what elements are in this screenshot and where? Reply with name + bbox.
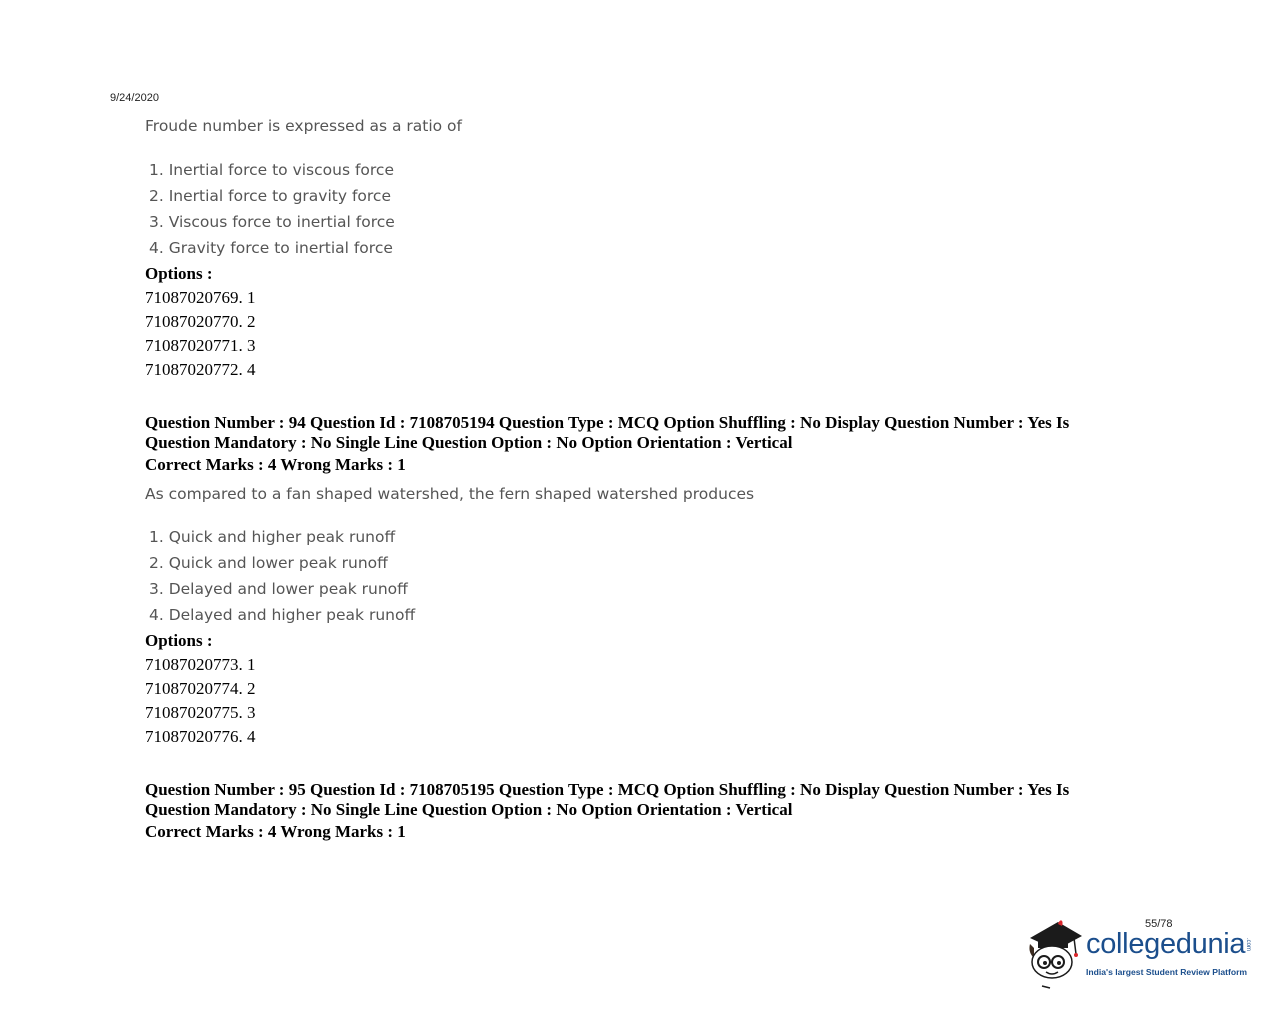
question-95 <box>145 780 1105 844</box>
question-marks: Correct Marks : 4 Wrong Marks : 1 <box>145 822 406 841</box>
choice-item: 4. Gravity force to inertial force <box>149 239 393 257</box>
choice-item: 1. Quick and higher peak runoff <box>149 528 396 546</box>
question-text: Froude number is expressed as a ratio of <box>145 117 462 135</box>
question-94-options <box>145 629 256 749</box>
option-id: 71087020772. 4 <box>145 360 256 379</box>
question-93-options <box>145 262 256 382</box>
collegedunia-logo <box>1024 918 1254 990</box>
option-id: 71087020771. 3 <box>145 336 256 355</box>
option-id: 71087020769. 1 <box>145 288 256 307</box>
question-94-text <box>145 484 754 504</box>
logo-suffix: .com <box>1245 938 1251 952</box>
option-id: 71087020770. 2 <box>145 312 256 331</box>
options-label: Options : <box>145 631 213 650</box>
question-meta: Question Number : 94 Question Id : 7108705194 Question Type : MCQ Option Shuffling : No Display Question Number : Yes Is Question Mandatory : No Single Line Question Option : No Option Orientation : Vertical <box>145 413 1070 452</box>
mascot-icon <box>1024 918 1086 990</box>
choice-item: 3. Delayed and lower peak runoff <box>149 580 408 598</box>
logo-tagline: India's largest Student Review Platform <box>1086 967 1248 977</box>
choice-item: 3. Viscous force to inertial force <box>149 213 395 231</box>
option-id: 71087020776. 4 <box>145 727 256 746</box>
logo-wordmark: collegedunia <box>1086 928 1246 960</box>
choice-item: 2. Inertial force to gravity force <box>149 187 391 205</box>
choice-item: 4. Delayed and higher peak runoff <box>149 606 416 624</box>
question-text: As compared to a fan shaped watershed, the fern shaped watershed produces <box>145 485 755 503</box>
option-id: 71087020773. 1 <box>145 655 256 674</box>
question-94-choices <box>145 524 415 628</box>
option-id: 71087020775. 3 <box>145 703 256 722</box>
page-number: 55/78 <box>1145 918 1173 930</box>
options-label: Options : <box>145 264 213 283</box>
question-meta: Question Number : 95 Question Id : 7108705195 Question Type : MCQ Option Shuffling : No Display Question Number : Yes Is Question Mandatory : No Single Line Question Option : No Option Orientation : Vertical <box>145 780 1070 819</box>
choice-item: 1. Inertial force to viscous force <box>149 161 394 179</box>
question-93-choices <box>145 157 395 261</box>
choice-item: 2. Quick and lower peak runoff <box>149 554 388 572</box>
question-93 <box>145 116 462 136</box>
question-94 <box>145 413 1105 477</box>
print-date: 9/24/2020 <box>110 92 159 104</box>
option-id: 71087020774. 2 <box>145 679 256 698</box>
question-marks: Correct Marks : 4 Wrong Marks : 1 <box>145 455 406 474</box>
